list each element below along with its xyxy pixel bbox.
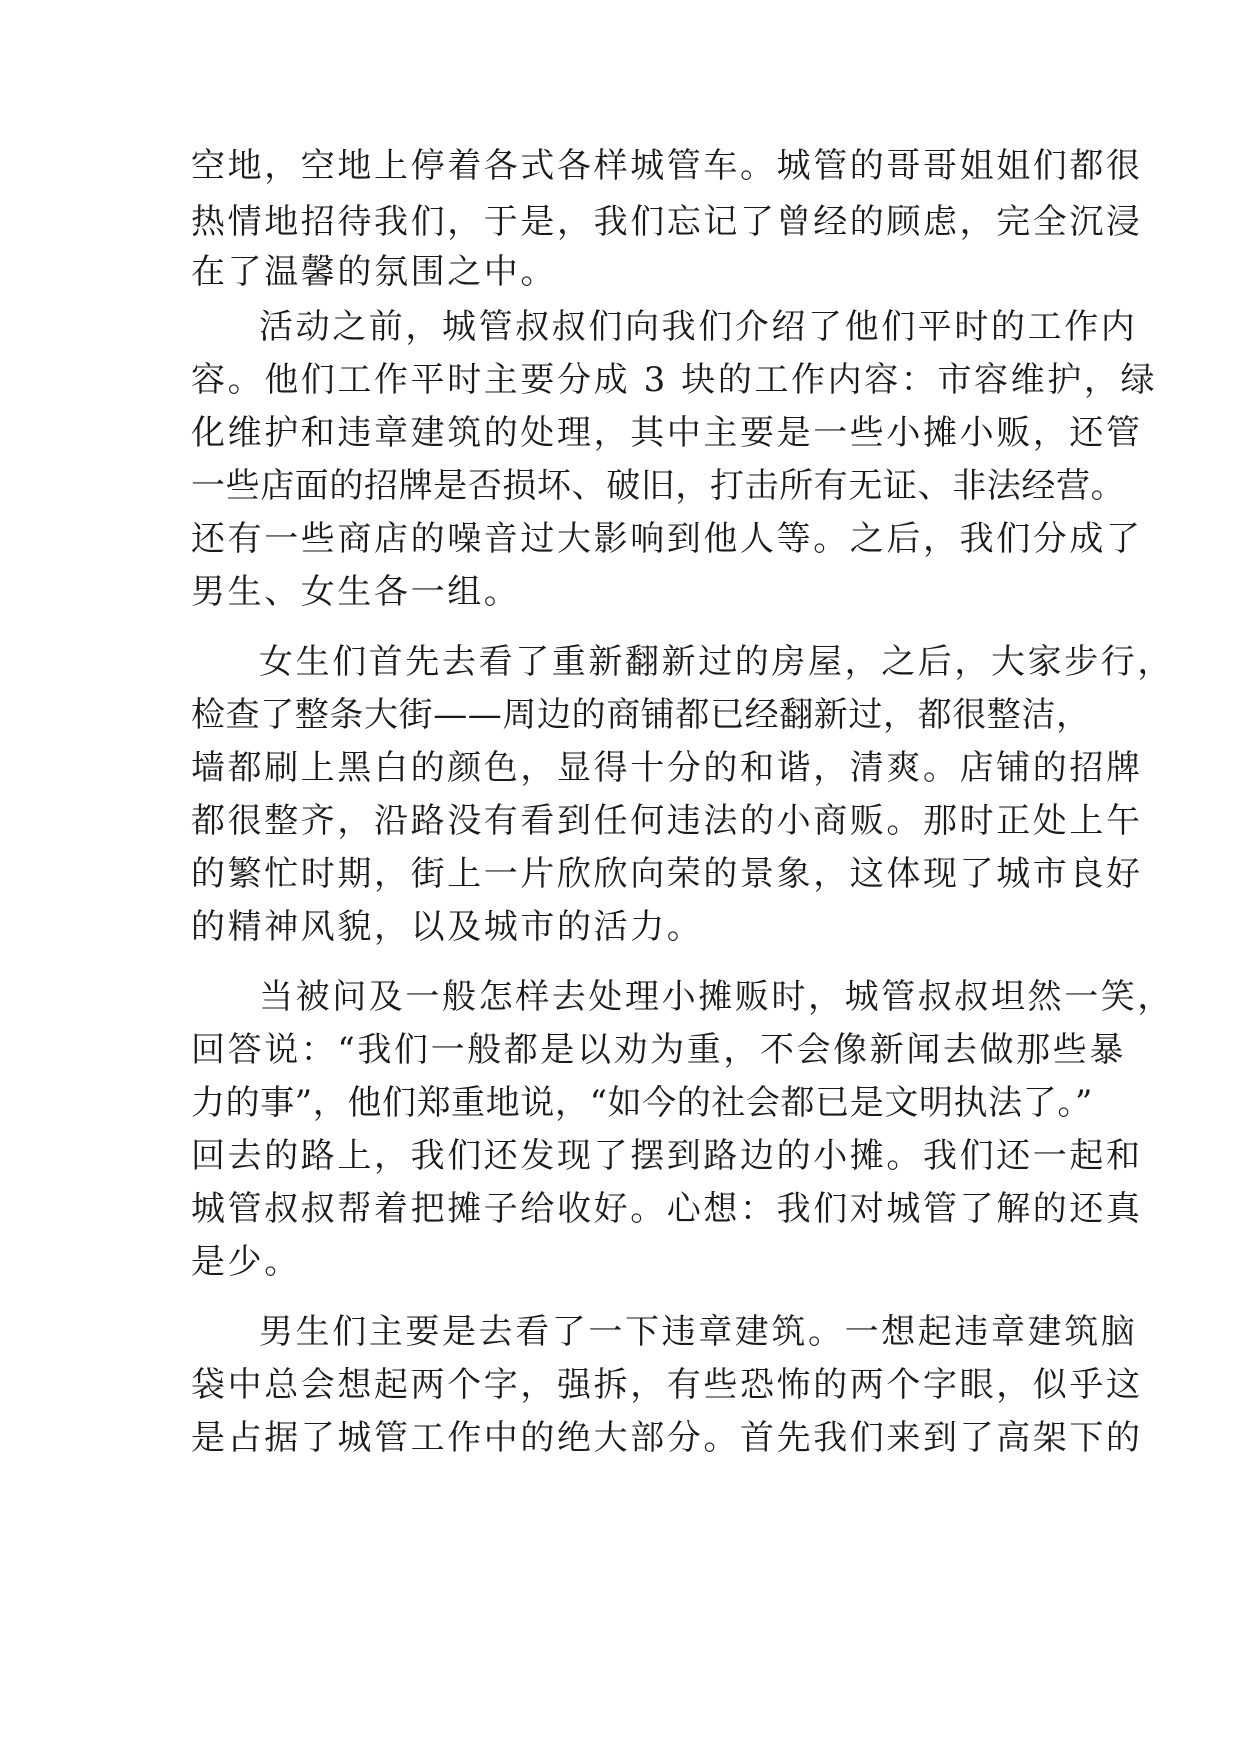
paragraph-3-line-5: 的繁忙时期，街上一片欣欣向荣的景象，这体现了城市良好 bbox=[191, 854, 1143, 894]
paragraph-2-line-1: 活动之前，城管叔叔们向我们介绍了他们平时的工作内 bbox=[259, 307, 1138, 347]
paragraph-3-line-3: 墙都刷上黑白的颜色，显得十分的和谐，清爽。店铺的招牌 bbox=[191, 748, 1143, 788]
paragraph-4-line-6: 是少。 bbox=[191, 1242, 301, 1282]
paragraph-5-line-1: 男生们主要是去看了一下违章建筑。一想起违章建筑脑 bbox=[259, 1312, 1138, 1352]
paragraph-5-line-2: 袋中总会想起两个字，强拆，有些恐怖的两个字眼，似乎这 bbox=[191, 1365, 1143, 1405]
paragraph-4-line-3: 力的事”，他们郑重地说，“如今的社会都已是文明执法了。” bbox=[191, 1083, 1093, 1123]
paragraph-3-line-4: 都很整齐，沿路没有看到任何违法的小商贩。那时正处上午 bbox=[191, 801, 1143, 841]
paragraph-1-line-1: 空地，空地上停着各式各样城管车。城管的哥哥姐姐们都很 bbox=[191, 146, 1143, 186]
paragraph-2-line-5: 还有一些商店的噪音过大影响到他人等。之后，我们分成了 bbox=[191, 519, 1143, 559]
paragraph-3-line-1: 女生们首先去看了重新翻新过的房屋，之后，大家步行， bbox=[259, 642, 1174, 682]
paragraph-2-line-2: 容。他们工作平时主要分成 3 块的工作内容：市容维护，绿 bbox=[191, 360, 1158, 400]
paragraph-2-line-4: 一些店面的招牌是否损坏、破旧，打击所有无证、非法经营。 bbox=[191, 466, 1126, 506]
paragraph-3-line-6: 的精神风貌，以及城市的活力。 bbox=[191, 907, 704, 947]
paragraph-4-line-1: 当被问及一般怎样去处理小摊贩时，城管叔叔坦然一笑， bbox=[259, 977, 1174, 1017]
paragraph-4-line-4: 回去的路上，我们还发现了摆到路边的小摊。我们还一起和 bbox=[191, 1136, 1143, 1176]
paragraph-5-line-3: 是占据了城管工作中的绝大部分。首先我们来到了高架下的 bbox=[191, 1418, 1143, 1458]
paragraph-2-line-3: 化维护和违章建筑的处理，其中主要是一些小摊小贩，还管 bbox=[191, 413, 1143, 453]
paragraph-1-line-2: 热情地招待我们，于是，我们忘记了曾经的顾虑，完全沉浸 bbox=[191, 202, 1143, 242]
paragraph-4-line-5: 城管叔叔帮着把摊子给收好。心想：我们对城管了解的还真 bbox=[191, 1189, 1143, 1229]
paragraph-3-line-2: 检查了整条大街——周边的商铺都已经翻新过，都很整洁， bbox=[191, 695, 1091, 735]
paragraph-1-line-3: 在了温馨的氛围之中。 bbox=[191, 252, 557, 292]
paragraph-2-line-6: 男生、女生各一组。 bbox=[191, 572, 521, 612]
paragraph-4-line-2: 回答说：“我们一般都是以劝为重，不会像新闻去做那些暴 bbox=[191, 1030, 1126, 1070]
